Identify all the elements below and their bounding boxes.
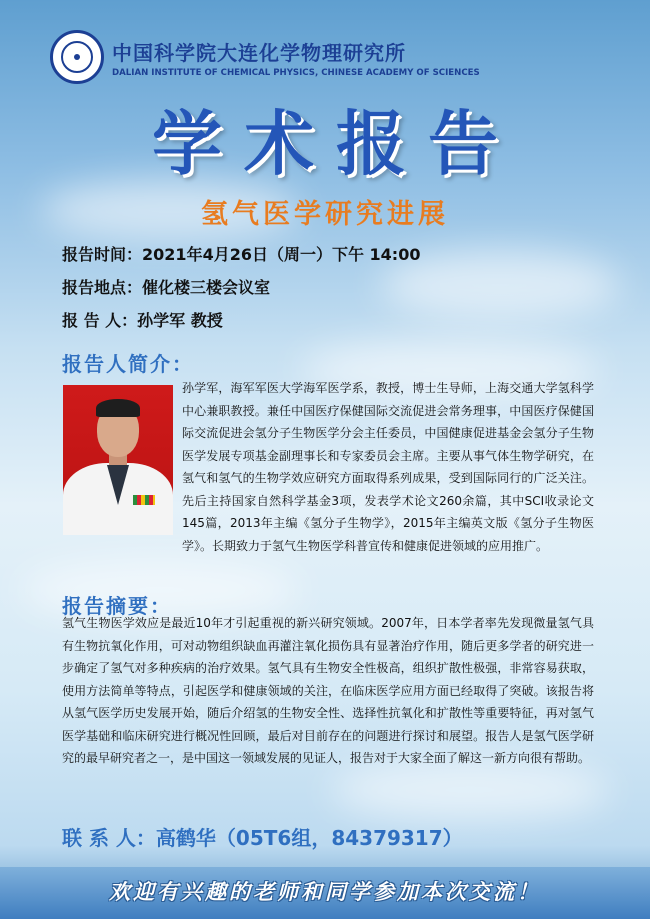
- talk-venue-row: 报告地点：催化楼三楼会议室: [62, 278, 271, 297]
- poster-title: 学术报告: [152, 103, 520, 185]
- talk-time: 2021年4月26日（周一）下午 14:00: [142, 245, 421, 264]
- talk-venue: 催化楼三楼会议室: [142, 278, 271, 297]
- talk-info: [62, 242, 420, 341]
- talk-time-row: 报告时间：2021年4月26日（周一）下午 14:00: [62, 245, 421, 264]
- speaker-row: 报 告 人：孙学军 教授: [62, 311, 223, 330]
- speaker-bio: [62, 377, 594, 557]
- institute-logo: [50, 30, 480, 84]
- institute-name-cn: 中国科学院大连化学物理研究所: [112, 40, 406, 65]
- speaker-bio-heading: 报告人简介：: [62, 352, 194, 376]
- info-label: 报告时间: [62, 245, 127, 264]
- info-label: 报 告 人: [62, 311, 122, 330]
- institute-seal-icon: [50, 30, 104, 84]
- contact-person: 联 系 人：高鹤华（05T6组，84379317）: [62, 826, 463, 850]
- speaker-bio-text: 孙学军，海军军医大学海军医学系，教授，博士生导师，上海交通大学氢科学中心兼职教授。兼任中国医疗保健国际交流促进会常务理事，中国医疗保健国际交流促进会氢分子生物医学分会主任委员，中国健康促进基金会氢分子生物医学发展专项基金副理事长和专家委员会主席。主要从事气体生物学研究，在氢气和氢气的生物学效应研究方面取得系列成果，受到国际同行的广泛关注。先后主持国家自然科学基金3项，发表学术论文260余篇，其中SCI收录论文145篇，2013年主编《氢分子生物学》，2015年主编英文版《氢分子生物医学》。长期致力于氢气生物医学科普宣传和健康促进领域的应用推广。: [182, 381, 594, 553]
- abstract-heading: 报告摘要：: [62, 594, 172, 618]
- welcome-banner: 欢迎有兴趣的老师和同学参加本次交流！: [109, 880, 541, 904]
- talk-title: 氢气医学研究进展: [201, 199, 449, 230]
- info-label: 报告地点: [62, 278, 127, 297]
- institute-name-en: DALIAN INSTITUTE OF CHEMICAL PHYSICS, CHINESE ACADEMY OF SCIENCES: [112, 67, 480, 78]
- speaker-name: 孙学军 教授: [137, 311, 223, 330]
- abstract-text: 氢气生物医学效应是最近10年才引起重视的新兴研究领域。2007年，日本学者率先发现微量氢气具有生物抗氧化作用，可对动物组织缺血再灌注氧化损伤具有显著治疗作用，随后更多学者的研究进一步确定了氢气对多种疾病的治疗效果。氢气具有生物安全性极高，组织扩散性极强，非常容易获取，使用方法简单等特点，引起医学和健康领域的关注，在临床医学应用方面已经取得了突破。该报告将从氢气医学历史发展开始，随后介绍氢的生物安全性、选择性抗氧化和扩散性等重要特征，再对氢气医学基础和临床研究进行概况性回顾，最后对目前存在的问题进行探讨和展望。报告人是氢气医学研究的最早研究者之一，是中国这一领域发展的见证人，报告对于大家全面了解这一新方向很有帮助。: [62, 616, 594, 765]
